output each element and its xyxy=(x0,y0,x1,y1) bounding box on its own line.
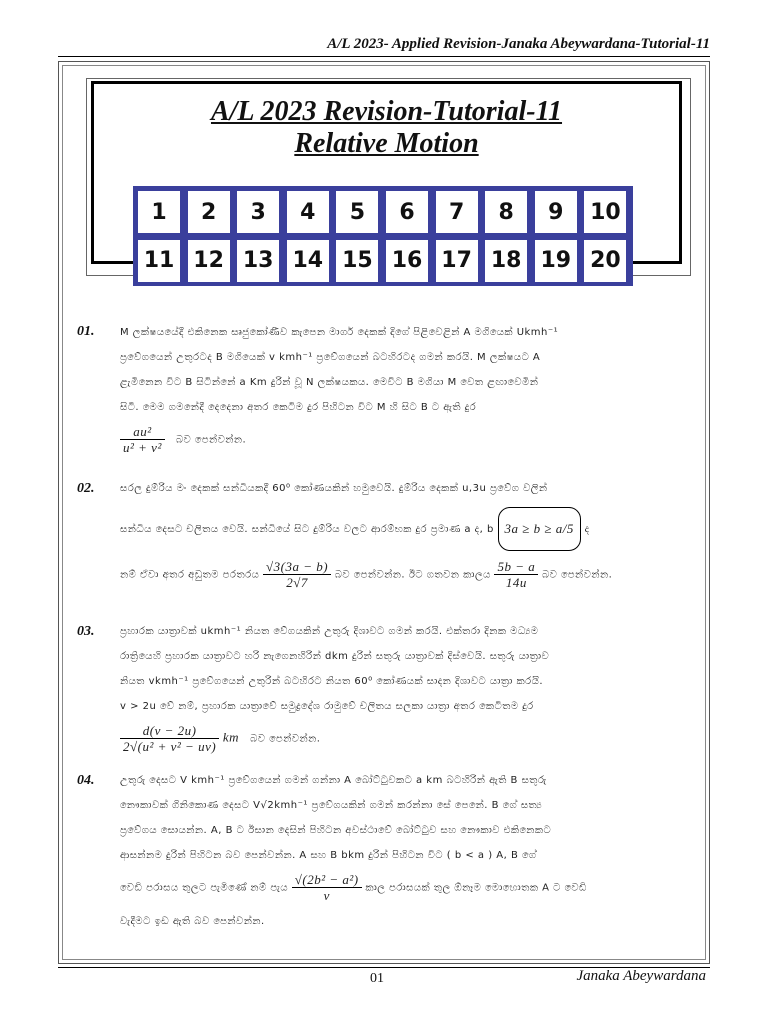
footer-author: Janaka Abeywardana xyxy=(576,968,706,984)
question-line: සන්ධිය දෙසට චලිතය වෙයි. සන්ධියේ සිට දුම්රිය වලට ආරම්භක දුර ප්‍රමාණ a ද, b xyxy=(120,524,494,535)
fraction-denominator: v xyxy=(323,888,330,903)
question-line: වැදීමට ඉඩ ඇති බව පෙන්වන්න. xyxy=(120,916,265,927)
grid-cell-10: 10 xyxy=(582,189,628,235)
grid-cell-5: 5 xyxy=(334,189,380,235)
inequality-bracket: 3a ≥ b ≥ a/5 xyxy=(498,507,581,551)
question-number: 01. xyxy=(77,324,95,339)
grid-cell-9: 9 xyxy=(533,189,579,235)
grid-cell-3: 3 xyxy=(235,189,281,235)
grid-cell-20: 20 xyxy=(582,238,628,284)
question-1-text xyxy=(120,320,695,455)
grid-cell-18: 18 xyxy=(483,238,529,284)
question-line: ප්‍රවේගය සොයන්න. A, B ට ඊසාන දෙසින් පිහිටන අවස්ථාවේ බෝට්ටුව සහ නෞකාව එකිනෙකට xyxy=(120,825,552,836)
question-line: උතුරු දෙසට V kmh⁻¹ ප්‍රවේගයෙන් ගමන් ගන්නා A බෝට්ටුවකට a km බටහිරින් ඇති B සතුරු xyxy=(120,775,547,786)
question-line: ප්‍රහාරක යාත්‍රාවක් ukmh⁻¹ නියත වේගයකින් උතුරු දිශාවට ගමන් කරයි. එක්තරා දිනක මධ්‍යම xyxy=(120,626,539,637)
grid-cell-1: 1 xyxy=(136,189,182,235)
question-line: බව පෙන්වන්න. xyxy=(541,569,613,581)
question-line: ප්‍රවේගයෙන් උතුරටද B මගියෙක් v kmh⁻¹ ප්‍රවේගයෙන් බටහිරටද ගමන් කරයි. M ලක්ෂයට A xyxy=(120,352,541,363)
fraction-denominator: 2√(u² + v² − uv) xyxy=(123,739,217,754)
question-number: 04. xyxy=(77,773,95,788)
question-line: සිටී. මෙම ගමනේදී දෙදෙනා අතර කෙටිම දුර පිහිටන විට M හි සිට B ට ඇති දුර xyxy=(120,402,477,413)
question-3-text xyxy=(120,619,695,754)
question-line: ද xyxy=(584,524,590,535)
question-line: සරල දුම්රිය මං දෙකක් සන්ධියකදී 60⁰ කෝණයකින් හමුවෙයි. දුම්රිය දෙකක් u,3u ප්‍රවේග වලින් xyxy=(120,483,548,494)
header-title: A/L 2023- Applied Revision-Janaka Abeywardana-Tutorial-11 xyxy=(327,36,710,52)
grid-cell-16: 16 xyxy=(384,238,430,284)
question-line: කාල පරාසයක් තුල ඕනෑම මොහොතක A ට වෙඩි xyxy=(365,882,587,894)
tutorial-title: A/L 2023 Revision-Tutorial-11 xyxy=(210,96,563,127)
min-separation-fraction xyxy=(263,559,331,590)
fraction-denominator: u² + v² xyxy=(123,440,162,455)
question-4-text xyxy=(120,768,695,934)
question-line: බව පෙන්වන්න. ඊට ගතවන කාලය xyxy=(334,569,491,581)
question-line: නම් ඒවා අතර අඩුතම පරතරය xyxy=(120,569,260,581)
question-line: වෙඩි පරාසය තුලට පැමිණේ නම් පැය xyxy=(120,882,289,894)
shortest-distance-fraction xyxy=(120,723,219,754)
question-line: නෞකාවක් ගිනිකොණ දෙසට V√2kmh⁻¹ ප්‍රවේගයකින් ගමන් කරන්නා සේ පෙනේ. B ගේ සත්‍ය xyxy=(120,800,543,811)
grid-cell-4: 4 xyxy=(285,189,331,235)
question-line: ආසන්නම දුරින් පිහිටන බව පෙන්වන්න. A සහ B bkm දුරින් පිහිටන විට ( b < a ) A, B ගේ xyxy=(120,850,537,861)
fraction-numerator: au² xyxy=(120,424,165,440)
unit-label: km xyxy=(222,729,240,745)
grid-cell-14: 14 xyxy=(285,238,331,284)
grid-cell-15: 15 xyxy=(334,238,380,284)
question-line: රාත්‍රියෙහි ප්‍රහාරක යාත්‍රාවට හරි නැගෙනහිරින් dkm දුරින් සතුරු යාත්‍රාවක් දිස්වෙයි. සතුරු යාත්‍රාව xyxy=(120,651,550,662)
question-2-text xyxy=(120,476,695,590)
grid-cell-19: 19 xyxy=(533,238,579,284)
question-line: නියත vkmh⁻¹ ප්‍රවේගයෙන් උතුරින් බටහිරට නියත 60⁰ කෝණයක් සාදන දිශාවට යාත්‍රා කරයි. xyxy=(120,676,544,687)
question-line: M ලක්ෂයයේදී එකිනෙක සෘජුකෝණීව කැපෙන මාර්ග දෙකක් දිගේ පිළිවෙළින් A මගියෙක් Ukmh⁻¹ xyxy=(120,327,559,338)
grid-cell-13: 13 xyxy=(235,238,281,284)
grid-cell-12: 12 xyxy=(186,238,232,284)
grid-cell-6: 6 xyxy=(384,189,430,235)
fraction-denominator: 14u xyxy=(505,575,527,590)
grid-cell-2: 2 xyxy=(186,189,232,235)
grid-cell-11: 11 xyxy=(136,238,182,284)
question-line: ළැමිනෙන විට B සිටින්නේ a Km දුරින් වූ N ලක්ෂයකය. මෙවිට B මගියා M වෙත ළඟාවෙමින් xyxy=(120,377,539,388)
question-line: v > 2u වේ නම්, ප්‍රහාරක යාත්‍රාවේ සමුද්‍රදේශ රාමුවේ චලිතය සලකා යාත්‍රා අතර කෙටිතම දුර xyxy=(120,701,534,712)
question-tail: බව පෙන්වන්න. xyxy=(250,733,321,745)
question-number: 02. xyxy=(77,481,95,496)
time-fraction xyxy=(494,559,538,590)
fraction-numerator: d(v − 2u) xyxy=(120,723,219,739)
grid-cell-17: 17 xyxy=(434,238,480,284)
question-number-grid xyxy=(133,186,633,286)
question-number: 03. xyxy=(77,624,95,639)
tutorial-subtitle: Relative Motion xyxy=(294,128,479,159)
grid-cell-8: 8 xyxy=(483,189,529,235)
time-interval-fraction xyxy=(292,872,362,903)
question-tail: බව පෙන්වන්න. xyxy=(175,434,247,446)
grid-cell-7: 7 xyxy=(434,189,480,235)
fraction-denominator: 2√7 xyxy=(286,575,308,590)
fraction-numerator: 5b − a xyxy=(494,559,538,575)
answer-fraction xyxy=(120,424,165,455)
fraction-numerator: √(2b² − a²) xyxy=(292,872,362,888)
page-number: 01 xyxy=(370,971,384,986)
fraction-numerator: √3(3a − b) xyxy=(263,559,331,575)
header-rule xyxy=(58,56,710,57)
